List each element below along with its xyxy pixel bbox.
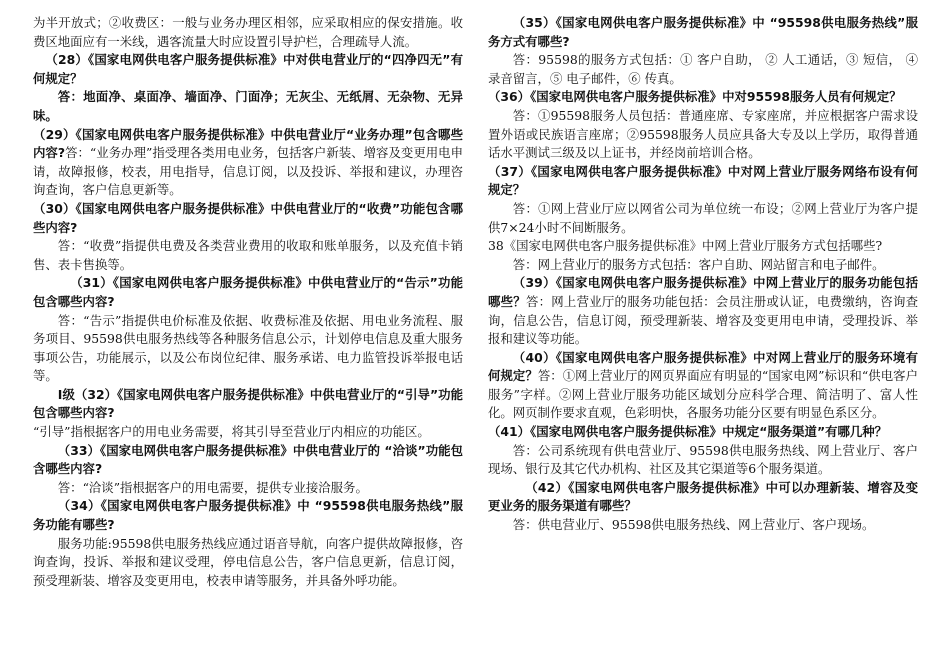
question-42: （42）《国家电网供电客户服务提供标准》中可以办理新装、增容及变更业务的服务渠道有哪些？ (488, 479, 918, 514)
answer-42: 答：供电营业厅、95598供电服务热线、网上营业厅、客户现场。 (512, 517, 875, 533)
question-35: （35）《国家电网供电客户服务提供标准》中 “95598供电服务热线”服务方式有哪些? (488, 15, 918, 49)
answer-31: 答：“告示”指提供电价标准及依据、收费标准及依据、用电业务流程、服务项目、95598供电服务热线等各种服务信息公示，计划停电信息及重大服务事项公告，功能展示，以及公布岗位纪律、服务承诺、电力监管投诉举报电话等。 (33, 312, 463, 384)
answer-41: 答：公司系统现有供电营业厅、95598供电服务热线、网上营业厅、客户现场、银行及其它代办机构、社区及其它渠道等6个服务渠道。 (488, 442, 918, 477)
answer-28: 答：地面净、桌面净、墙面净、门面净；无灰尘、无纸屑、无杂物、无异味。 (33, 89, 463, 123)
answer-39: 答：网上营业厅的服务功能包括：会员注册或认证，电费缴纳，咨询查询，信息公告，信息订阅，预受理新装、增容及变更用电申请，受理投诉、举报和建议等功能。 (488, 293, 919, 347)
answer-32: “引导”指根据客户的用电业务需要，将其引导至营业厅内相应的功能区。 (33, 424, 430, 440)
question-29-with-answer (33, 126, 463, 200)
answer-30: 答：“收费”指提供电费及各类营业费用的收取和账单服务，以及充值卡销售、表卡售换等。 (33, 238, 463, 272)
answer-33: 答：“洽谈”指根据客户的用电需要，提供专业接洽服务。 (57, 479, 368, 495)
question-30: （30）《国家电网供电客户服务提供标准》中供电营业厅的“收费”功能包含哪些内容? (33, 200, 463, 235)
question-33: （33）《国家电网供电客户服务提供标准》中供电营业厅的 “洽谈”功能包含哪些内容? (33, 442, 463, 477)
question-40: （40）《国家电网供电客户服务提供标准》中对网上营业厅的服务环境有何规定？ (488, 349, 918, 384)
paragraph-continuation: 为半开放式；②收费区：一般与业务办理区相邻，应采取相应的保安措施。收费区地面应有一米线，遇客流量大时应设置引导护栏，合理疏导人流。 (33, 15, 463, 49)
answer-29: 答：“业务办理”指受理各类用电业务，包括客户新装、增容及变更用电申请，故障报修，校表，用电指导，信息订阅，以及投诉、举报和建议，办理咨询查询，客户信息更新等。 (33, 145, 464, 198)
question-40-with-answer (488, 349, 918, 423)
answer-36: 答：①95598服务人员包括：普通座席、专家座席，并应根据客户需求设置外语或民族语言座席；②95598服务人员应具备大专及以上学历，取得普通话水平测试三级及以上证书，并经岗前培训合格。 (488, 107, 918, 161)
answer-38: 答：网上营业厅的服务方式包括：客户自助、网站留言和电子邮件。 (512, 256, 885, 272)
right-column (488, 14, 918, 535)
question-28: （28）《国家电网供电客户服务提供标准》中对供电营业厅的“四净四无”有何规定？ (33, 52, 463, 86)
question-31: （31）《国家电网供电客户服务提供标准》中供电营业厅的“告示”功能包含哪些内容? (33, 275, 463, 309)
answer-34: 服务功能:95598供电服务热线应通过语音导航，向客户提供故障报修，咨询查询，投诉、举报和建议受理，停电信息公告，客户信息更新，信息订阅，预受理新装、增容及变更用电，校表申请等服务，并具备外呼功能。 (33, 535, 463, 588)
question-39-with-answer (488, 274, 918, 348)
question-37: （37）《国家电网供电客户服务提供标准》中对网上营业厅服务网络布设有何规定？ (488, 163, 918, 198)
question-36: （36）《国家电网供电客户服务提供标准》中对95598服务人员有何规定？ (488, 89, 902, 105)
question-29: （29）《国家电网供电客户服务提供标准》中供电营业厅“业务办理”包含哪些内容? (33, 126, 463, 161)
answer-35: 答：95598的服务方式包括：① 客户自助， ② 人工通话，③ 短信， ④ 录音留言，⑤ 电子邮件，⑥ 传真。 (488, 52, 918, 86)
left-column (33, 14, 463, 590)
question-41: （41）《国家电网供电客户服务提供标准》中规定“服务渠道”有哪几种？ (488, 424, 888, 440)
question-34: （34）《国家电网供电客户服务提供标准》中 “95598供电服务热线”服务功能有哪些? (33, 498, 463, 533)
answer-37: 答：①网上营业厅应以网省公司为单位统一布设；②网上营业厅为客户提供7×24小时不间断服务。 (488, 200, 918, 235)
question-32: Ⅰ级（32）《国家电网供电客户服务提供标准》中供电营业厅的“引导”功能包含哪些内容? (33, 386, 463, 421)
question-38: 38《国家电网供电客户服务提供标准》中网上营业厅服务方式包括哪些? (488, 238, 883, 254)
question-39: （39）《国家电网供电客户服务提供标准》中网上营业厅的服务功能包括哪些？ (488, 275, 918, 309)
answer-40: 答：①网上营业厅的网页界面应有明显的“国家电网”标识和“供电客户服务”字样。②网上营业厅服务功能区域划分应科学合理、简洁明了、富人性化。网页制作要求直观，色彩明快，各服务功能分区要有明显色系区分。 (488, 368, 918, 421)
